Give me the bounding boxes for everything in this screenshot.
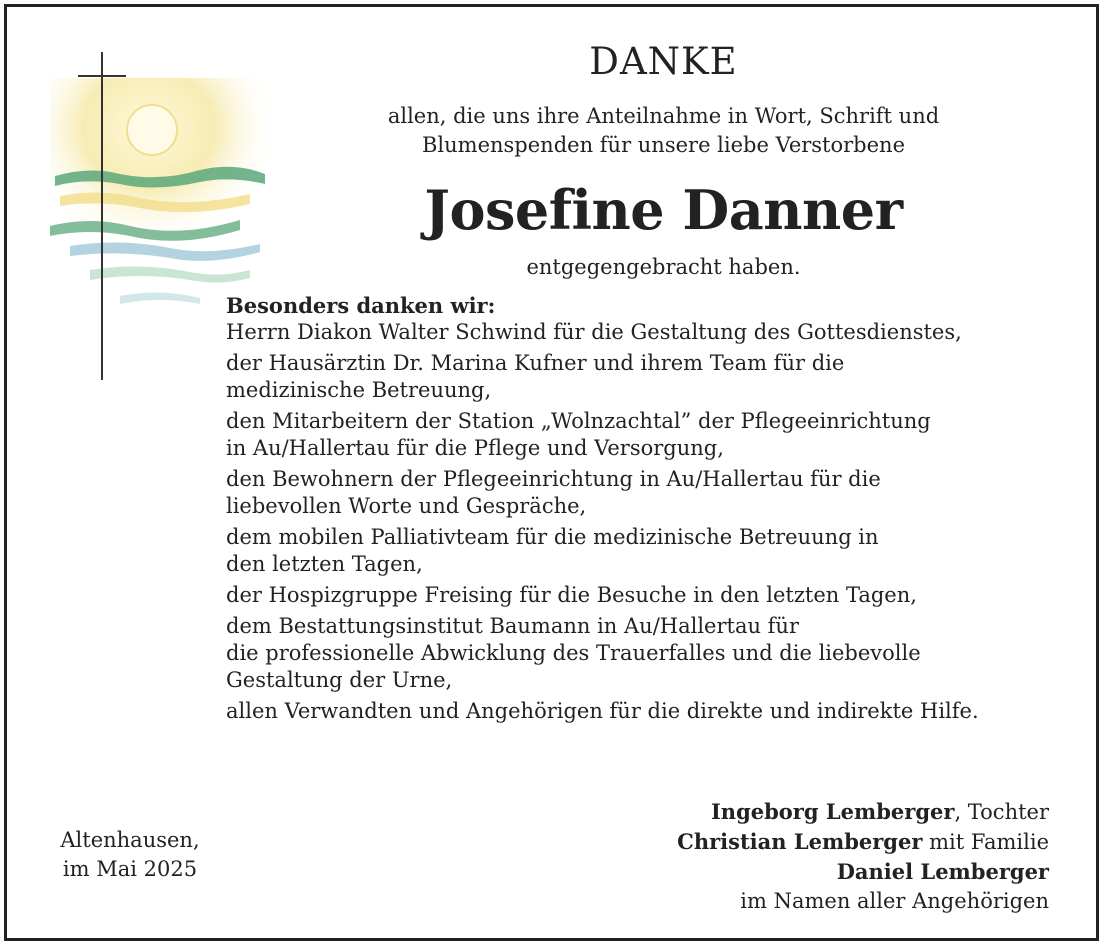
intro-line: Blumenspenden für unsere liebe Verstorbene <box>421 133 906 157</box>
sun-icon <box>127 105 177 155</box>
signer-line <box>677 797 1049 827</box>
signer-relation: mit Familie <box>922 830 1049 854</box>
water-band <box>120 292 200 304</box>
thanks-item: Herrn Diakon Walter Schwind für die Gestaltung des Gottesdienstes, <box>226 320 962 344</box>
thanks-item: den Mitarbeitern der Station „Wolnzachtal” der Pflegeeinrichtung in Au/Hallertau für die Pflege und Versorgung, <box>226 409 931 460</box>
thanks-item: der Hospizgruppe Freising für die Besuche in den letzten Tagen, <box>226 583 917 607</box>
place: Altenhausen, <box>60 828 200 852</box>
date: im Mai 2025 <box>62 857 198 881</box>
signer-line <box>677 857 1049 887</box>
place-date <box>45 826 215 884</box>
signer-name: Daniel Lemberger <box>836 859 1049 884</box>
thanks-item: der Hausärztin Dr. Marina Kufner und ihrem Team für die medizinische Betreuung, <box>226 351 845 402</box>
thanks-item: dem Bestattungsinstitut Baumann in Au/Hallertau für die professionelle Abwicklung des Trauerfalles und die liebevolle Gestaltung der Urne, <box>226 614 921 692</box>
closing-line: im Namen aller Angehörigen <box>740 889 1049 913</box>
after-name-text: entgegengebracht haben. <box>526 255 801 279</box>
signer-name: Christian Lemberger <box>677 829 923 854</box>
thanks-item: den Bewohnern der Pflegeeinrichtung in Au/Hallertau für die liebevollen Worte und Gespräche, <box>226 467 881 518</box>
thanks-list <box>226 292 1086 729</box>
deceased-name: Josefine Danner <box>424 178 903 242</box>
thanks-heading: Besonders danken wir: <box>226 293 496 318</box>
signers <box>677 797 1049 916</box>
thanks-item: allen Verwandten und Angehörigen für die direkte und indirekte Hilfe. <box>226 699 979 723</box>
intro-text <box>300 102 1027 160</box>
signer-line <box>677 827 1049 857</box>
heading-danke: DANKE <box>589 40 738 83</box>
signer-relation: , Tochter <box>954 800 1049 824</box>
thanks-item: dem mobilen Palliativteam für die medizinische Betreuung in den letzten Tagen, <box>226 525 879 576</box>
signer-name: Ingeborg Lemberger <box>710 799 955 824</box>
intro-line: allen, die uns ihre Anteilnahme in Wort, Schrift und <box>387 104 940 128</box>
